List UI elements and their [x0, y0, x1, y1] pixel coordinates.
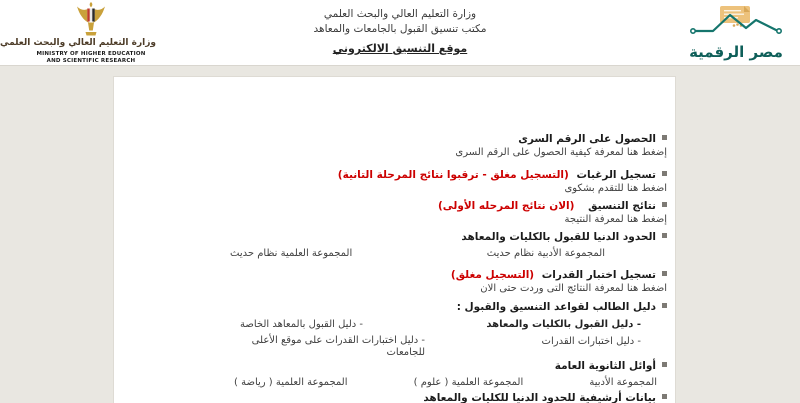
ministry-name-english-line2: AND SCIENTIFIC RESEARCH	[46, 58, 136, 64]
section-student-guide	[122, 300, 667, 359]
digital-egypt-logo[interactable]	[686, 5, 786, 61]
square-bullet-icon	[662, 271, 667, 276]
section-title	[122, 268, 667, 282]
site-header-titles	[314, 7, 487, 56]
section-tansik-results	[122, 199, 667, 226]
student-guide-title: دليل الطالب لقواعد التنسيق والقبول :	[456, 301, 656, 313]
aptitude-test-status: (التسجيل مغلق)	[450, 269, 535, 281]
square-bullet-icon	[662, 362, 667, 367]
main-content-card	[113, 76, 676, 403]
minimum-limits-title: الحدود الدنيا للقبول بالكليات والمعاهد	[461, 231, 656, 243]
section-minimum-limits	[122, 230, 667, 260]
top-students-links-row	[122, 376, 667, 389]
top-students-title: أوائل الثانوية العامة	[554, 360, 656, 372]
ministry-logo	[0, 2, 156, 65]
aptitude-guide-link[interactable]: - دليل اختبارات القدرات	[541, 336, 641, 347]
digital-egypt-label: مصر الرقمية	[689, 43, 783, 61]
section-title	[122, 391, 667, 403]
sections-list	[114, 77, 675, 403]
tansik-office-line: مكتب تنسيق القبول بالجامعات والمعاهد	[313, 23, 487, 35]
section-title	[122, 199, 667, 213]
tansik-results-status: (الان نتائج المرحله الأولى)	[437, 200, 575, 212]
section-archive-data	[122, 391, 667, 403]
aptitude-test-title: تسجيل اختبار القدرات	[541, 269, 656, 281]
scientific-modern-link[interactable]: المجموعة العلمية نظام حديث	[230, 248, 353, 259]
section-title	[122, 300, 667, 314]
section-title	[122, 132, 667, 146]
ministry-arabic-calligraphy: وزارة التعليم العالي والبحث العلمي	[0, 38, 156, 48]
square-bullet-icon	[662, 135, 667, 140]
top-math-link[interactable]: المجموعة العلمية ( رياضة )	[234, 377, 348, 388]
square-bullet-icon	[662, 202, 667, 207]
section-title	[122, 230, 667, 244]
tansik-results-title: نتائج التنسيق	[588, 200, 656, 212]
top-science-link[interactable]: المجموعة العلمية ( علوم )	[413, 377, 524, 388]
header-bar	[0, 0, 800, 66]
private-institutes-guide-link[interactable]: - دليل القبول بالمعاهد الخاصة	[240, 319, 363, 330]
top-literary-link[interactable]: المجموعة الأدبية	[589, 377, 657, 388]
secret-number-title: الحصول على الرقم السرى	[518, 133, 656, 145]
wish-registration-status: (التسجيل مغلق - ترقبوا نتائج المرحلة التانية)	[337, 169, 569, 181]
tansik-site-link[interactable]: موقع التنسيق الالكتروني	[332, 42, 468, 55]
square-bullet-icon	[662, 394, 667, 399]
colleges-guide-link[interactable]: - دليل القبول بالكليات والمعاهد	[486, 319, 641, 330]
section-top-students	[122, 359, 667, 389]
minimum-limits-links-row	[122, 247, 667, 260]
complaint-link[interactable]: اضغط هنا للتقدم بشكوى	[564, 183, 667, 194]
section-title	[122, 359, 667, 373]
view-result-link[interactable]: إضغط هنا لمعرفة النتيجة	[564, 214, 667, 225]
square-bullet-icon	[662, 303, 667, 308]
section-aptitude-test	[122, 268, 667, 295]
aptitude-council-guide-link[interactable]: - دليل اختبارات القدرات على موقع الأعلى للجامعات	[251, 335, 425, 358]
guide-links-row-2	[122, 335, 667, 359]
wish-registration-title: تسجيل الرغبات	[576, 169, 656, 181]
ministry-name-english-line1: MINISTRY OF HIGHER EDUCATION	[36, 51, 146, 57]
secret-number-help-link[interactable]: إضغط هنا لمعرفة كيفية الحصول على الرقم السرى	[455, 147, 667, 158]
section-title	[122, 168, 667, 182]
square-bullet-icon	[662, 171, 667, 176]
ministry-title-line: وزارة التعليم العالي والبحث العلمي	[323, 8, 477, 20]
section-secret-number	[122, 132, 667, 159]
aptitude-results-link[interactable]: اضغط هنا لمعرفة النتائج التى وردت حتى الان	[480, 283, 667, 294]
guide-links-row-1	[122, 318, 667, 331]
egypt-eagle-emblem-icon	[76, 2, 106, 38]
archive-data-title: بيانات أرشيفية للحدود الدنيا للكليات والمعاهد	[423, 392, 656, 403]
literary-modern-link[interactable]: المجموعة الأدبية نظام حديث	[486, 248, 605, 259]
square-bullet-icon	[662, 233, 667, 238]
digital-egypt-pyramids-icon	[689, 5, 783, 38]
section-wish-registration	[122, 168, 667, 195]
